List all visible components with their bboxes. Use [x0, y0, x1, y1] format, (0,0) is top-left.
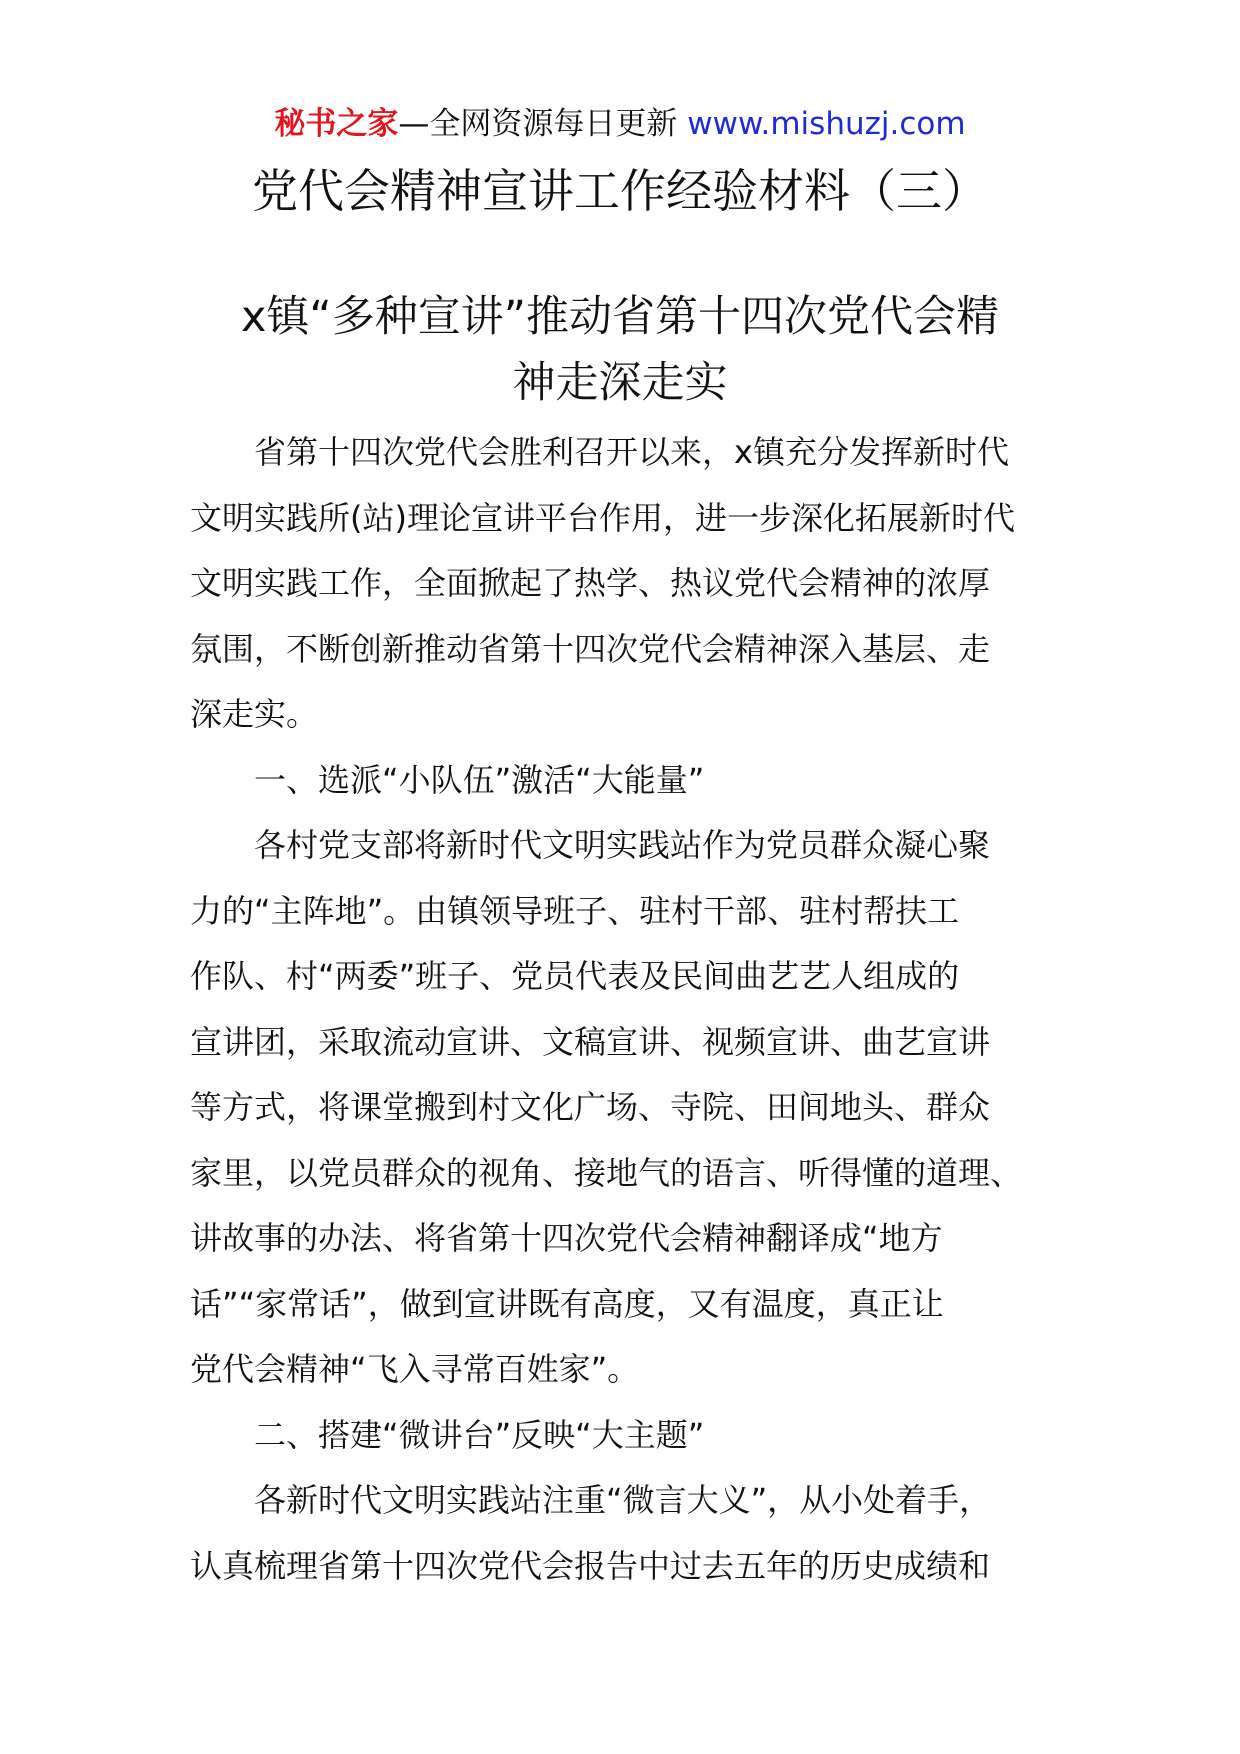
- body-line: 深走实。: [190, 695, 319, 733]
- body-line: 作队、村“两委”班子、党员代表及民间曲艺艺人组成的: [190, 957, 960, 995]
- body-line: 党代会精神“飞入寻常百姓家”。: [190, 1350, 640, 1388]
- body-line: 各新时代文明实践站注重“微言大义”，从小处着手，: [254, 1481, 992, 1519]
- body-line: 省第十四次党代会胜利召开以来，x镇充分发挥新时代: [254, 433, 1009, 471]
- article-body: [190, 420, 1050, 1599]
- body-line: 讲故事的办法、将省第十四次党代会精神翻译成“地方: [190, 1219, 943, 1257]
- header-tagline: —全网资源每日更新: [398, 106, 688, 142]
- body-line: 等方式，将课堂搬到村文化广场、寺院、田间地头、群众: [190, 1088, 991, 1126]
- body-line: 家里，以党员群众的视角、接地气的语言、听得懂的道理、: [190, 1153, 1023, 1192]
- body-line: 话”“家常话”，做到宣讲既有高度，又有温度，真正让: [190, 1284, 944, 1323]
- body-line: 文明实践所(站)理论宣讲平台作用，进一步深化拓展新时代: [190, 498, 1015, 537]
- article-title-line: x镇“多种宣讲”推动省第十四次党代会精: [240, 292, 999, 342]
- section-heading: 一、选派“小队伍”激活“大能量”: [254, 760, 705, 799]
- body-line: 认真梳理省第十四次党代会报告中过去五年的历史成绩和: [190, 1546, 991, 1585]
- brand-name: 秘书之家: [274, 106, 399, 142]
- article-title-line: 神走深走实: [512, 358, 728, 408]
- site-header: [0, 100, 1240, 148]
- document-title: 党代会精神宣讲工作经验材料（三）: [252, 164, 988, 218]
- body-line: 各村党支部将新时代文明实践站作为党员群众凝心聚: [254, 826, 991, 864]
- body-line: 宣讲团，采取流动宣讲、文稿宣讲、视频宣讲、曲艺宣讲: [190, 1022, 991, 1061]
- body-line: 力的“主阵地”。由镇领导班子、驻村干部、驻村帮扶工: [190, 891, 960, 930]
- section-heading: 二、搭建“微讲台”反映“大主题”: [254, 1415, 705, 1454]
- site-url-link[interactable]: www.mishuzj.com: [687, 106, 966, 142]
- body-line: 氛围，不断创新推动省第十四次党代会精神深入基层、走: [190, 629, 991, 668]
- body-line: 文明实践工作，全面掀起了热学、热议党代会精神的浓厚: [190, 564, 991, 602]
- article-title: [180, 284, 1060, 416]
